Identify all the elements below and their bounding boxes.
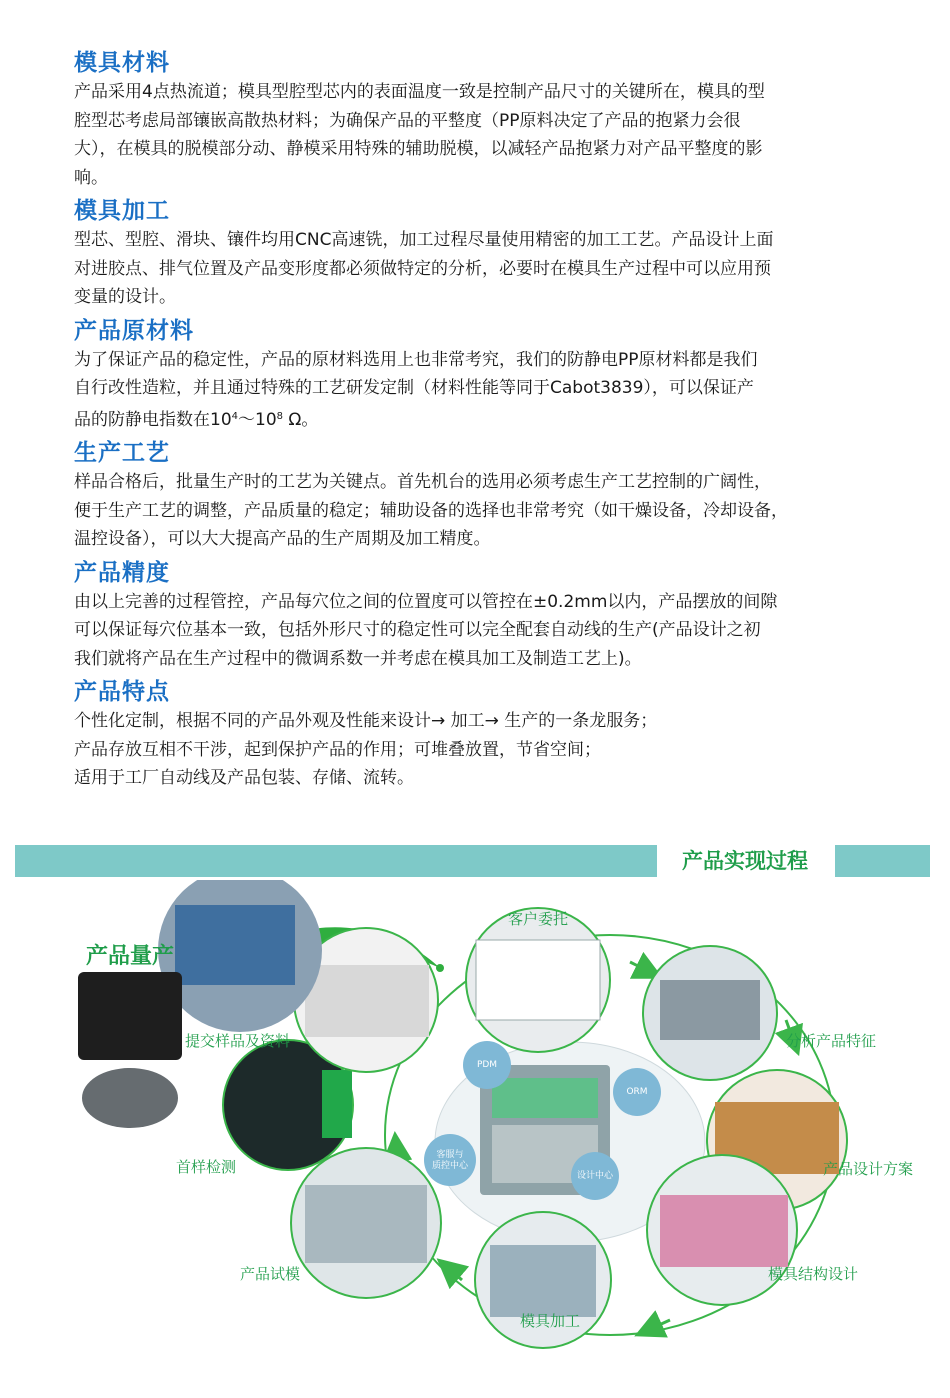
step-label-trial: 产品试模 bbox=[240, 1265, 301, 1283]
center-tag-service: 客服与 质控中心 bbox=[431, 1150, 468, 1171]
center-tag-orm: ORM bbox=[626, 1087, 648, 1097]
section-body-product-precision: 由以上完善的过程管控，产品每穴位之间的位置度可以管控在±0.2mm以内，产品摆放的间隙 可以保证每穴位基本一致，包括外形尺寸的稳定性可以完全配套自动线的生产(产品设计之初 我们就将产品在生产过程中的微调系数一并考虑在模具加工及制造工艺上)。 bbox=[74, 591, 778, 669]
section-body-mold-processing: 型芯、型腔、滑块、镶件均用CNC高速铣，加工过程尽量使用精密的加工工艺。产品设计上面 对进胶点、排气位置及产品变形度都必须做特定的分析，必要时在模具生产过程中可以应用预 变量的设计。 bbox=[74, 230, 774, 307]
ring-arrow-5 bbox=[448, 1268, 462, 1280]
ring-arrow-1 bbox=[630, 962, 650, 972]
process-diagram bbox=[0, 880, 950, 1398]
section-body-production-process: 样品合格后，批量生产时的工艺为关键点。首先机台的选用必须考虑生产工艺控制的广阔性， 便于生产工艺的调整，产品质量的稳定；辅助设备的选择也非常考究（如干燥设备，冷却设备， 温控设备），可以大大提高产品的生产周期及加工精度。 bbox=[74, 472, 788, 549]
step-label-structure: 模具结构设计 bbox=[768, 1265, 859, 1283]
section-title-production-process: 生产工艺 bbox=[74, 440, 170, 466]
center-tag-design: 设计中心 bbox=[576, 1171, 613, 1181]
section-body-raw-material: 为了保证产品的稳定性，产品的原材料选用上也非常考究，我们的防静电PP原材料都是我们 自行改性造粒，并且通过特殊的工艺研发定制（材料性能等同于Cabot3839），可以保证产 品的防静电指数在$10^4\sim 10^8$ Ω。 bbox=[74, 349, 758, 430]
center-tag-pdm: PDM bbox=[476, 1060, 498, 1070]
section-title-mold-processing: 模具加工 bbox=[74, 198, 170, 224]
step-label-design: 产品设计方案 bbox=[823, 1160, 914, 1178]
mass-production-label: 产品量产 bbox=[86, 944, 175, 969]
mass-image-stack bbox=[82, 1068, 178, 1128]
mass-image-tray bbox=[78, 972, 182, 1060]
step-label-inspection: 首样检测 bbox=[176, 1158, 237, 1176]
section-body-mold-material: 产品采用4点热流道；模具型腔型芯内的表面温度一致是控制产品尺寸的关键所在，模具的型 腔型芯考虑局部镶嵌高散热材料；为确保产品的平整度（PP原料决定了产品的抱紧力会很 大），在模具的脱模部分动、静模采用特殊的辅助脱模，以减轻产品抱紧力对产品平整度的影 响。 bbox=[74, 82, 765, 188]
process-banner-title: 产品实现过程 bbox=[682, 849, 808, 873]
step-label-analysis: 分析产品特征 bbox=[786, 1032, 877, 1050]
section-title-product-features: 产品特点 bbox=[74, 679, 170, 705]
step-label-client: 客户委托 bbox=[508, 910, 569, 928]
step-label-machining: 模具加工 bbox=[520, 1312, 581, 1330]
section-title-product-precision: 产品精度 bbox=[74, 559, 170, 586]
section-body-product-features: 个性化定制，根据不同的产品外观及性能来设计→ 加工→ 生产的一条龙服务； 产品存放互相不干涉，起到保护产品的作用；可堆叠放置，节省空间； 适用于工厂自动线及产品包装、存储、流转。 bbox=[74, 711, 658, 788]
process-banner bbox=[15, 845, 930, 877]
banner-bar-right bbox=[835, 845, 930, 877]
step-label-sample: 提交样品及资料 bbox=[185, 1032, 291, 1050]
section-title-raw-material: 产品原材料 bbox=[74, 317, 194, 344]
section-title-mold-material: 模具材料 bbox=[74, 50, 170, 76]
arrow-dot bbox=[436, 964, 444, 972]
document-body bbox=[74, 48, 914, 797]
banner-bar-left bbox=[15, 845, 657, 877]
